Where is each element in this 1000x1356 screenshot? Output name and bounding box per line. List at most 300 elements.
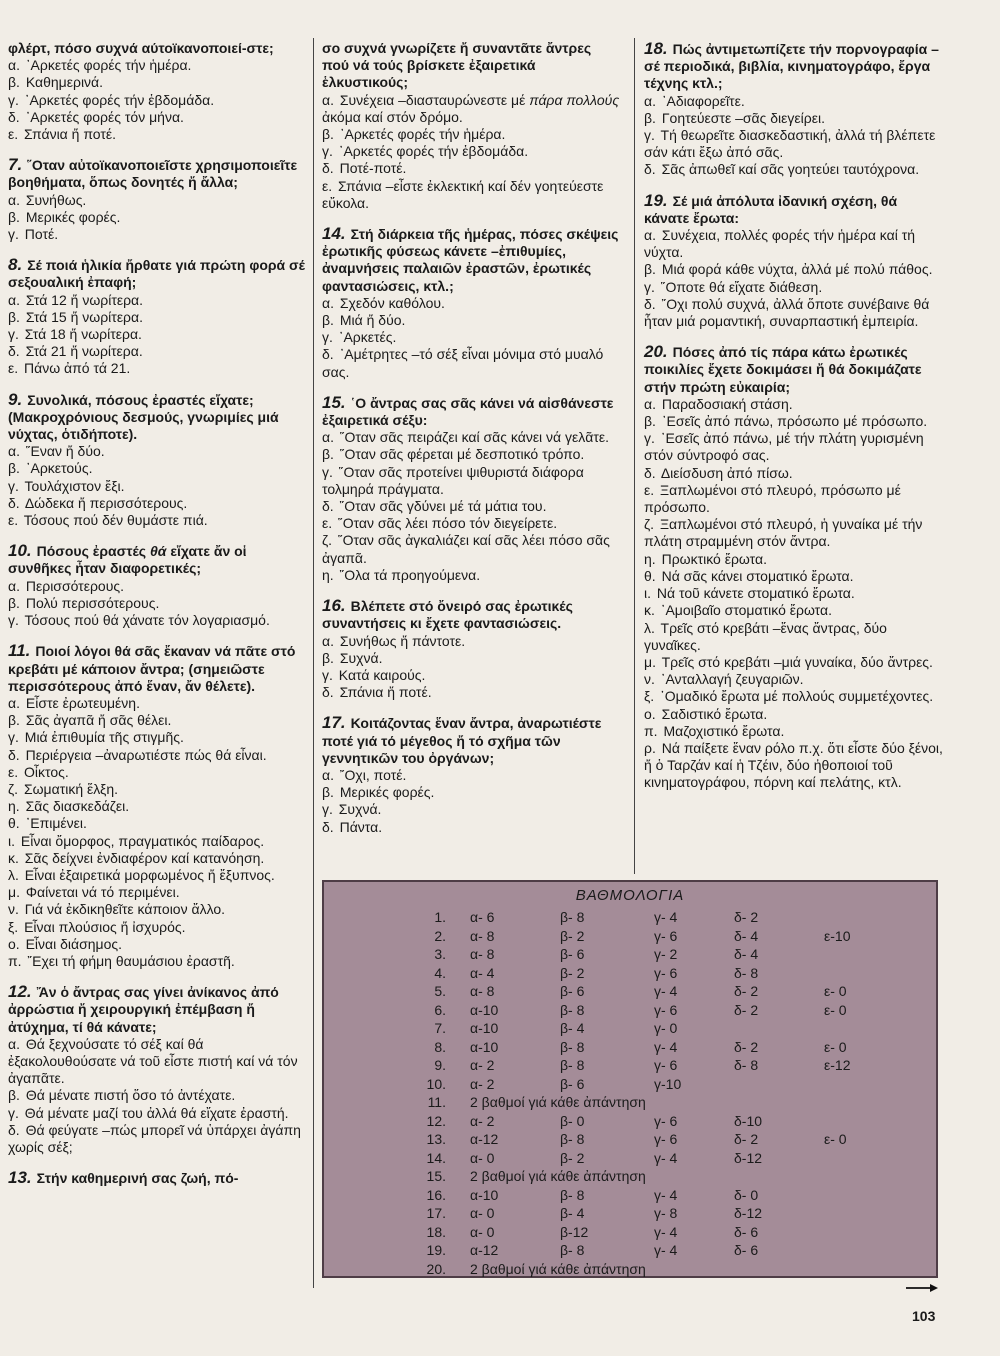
option-label: δ. xyxy=(322,818,334,835)
option-text: ῎Εχει τή φήμη θαυμάσιου ἐραστῆ. xyxy=(27,952,235,969)
answer-option xyxy=(8,360,306,377)
option-text: ῞Οταν σᾶς λέει πόσο τόν διεγείρετε. xyxy=(338,515,558,532)
option-text: ᾿Αρκετές φορές τόν μήνα. xyxy=(25,108,184,125)
scoring-cell: γ- 4 xyxy=(654,909,678,925)
option-text: ᾿Ανταλλαγή ζευγαριῶν. xyxy=(660,671,804,688)
option-text: Τρεῖς στό κρεβάτι –μιά γυναίκα, δύο ἄντρες. xyxy=(661,653,933,670)
option-text: Κατά καιρούς. xyxy=(338,666,426,683)
option-text: ῞Οταν σᾶς φέρεται μέ δεσποτικό τρόπο. xyxy=(339,446,585,463)
option-text: ᾿Αρκετές φορές τήν ἑβδομάδα. xyxy=(338,143,529,160)
question-block xyxy=(322,225,620,381)
scoring-cell: α- 6 xyxy=(470,909,495,925)
question-text xyxy=(8,391,306,444)
answer-option xyxy=(322,160,620,177)
option-text: Σπάνια –εἶστε ἐκλεκτική καί δέν γοητεύεστε εὔκολα. xyxy=(322,177,604,211)
answer-option xyxy=(644,430,944,464)
option-label: π. xyxy=(644,722,658,739)
question-block xyxy=(8,983,306,1156)
scoring-cell: α- 8 xyxy=(470,927,495,944)
option-label: ζ. xyxy=(322,532,333,549)
option-text: Σᾶς ἀγαπᾶ ἤ σᾶς θέλει. xyxy=(25,712,172,729)
option-label: β. xyxy=(322,312,334,329)
answer-option xyxy=(8,209,306,226)
option-text: ᾿Εσεῖς ἀπό πάνω, μέ τήν πλάτη γυρισμένη στόν σύντροφό σας. xyxy=(644,430,924,464)
question-body: Βλέπετε στό ὄνειρό σας ἐρωτικές συναντήσεις κι ἔχετε φαντασιώσεις. xyxy=(322,598,573,632)
option-label: β. xyxy=(322,126,334,143)
option-text: Μαζοχιστικό ἔρωτα. xyxy=(663,722,785,739)
scoring-question-number: 12. xyxy=(426,1112,446,1129)
question-number: 15. xyxy=(322,392,346,412)
option-text: Οἶκτος. xyxy=(24,763,69,780)
answer-option xyxy=(644,620,944,654)
option-text: Σχεδόν καθόλου. xyxy=(339,294,445,311)
scoring-question-number: 1. xyxy=(434,909,446,925)
scoring-cell: β- 2 xyxy=(560,964,585,981)
option-label: ζ. xyxy=(644,516,655,533)
answer-option xyxy=(322,178,620,212)
scoring-cell: ε- 0 xyxy=(824,983,847,999)
question-number: 13. xyxy=(8,1168,32,1188)
scoring-row xyxy=(324,1020,936,1038)
option-label: γ. xyxy=(322,463,333,480)
question-number: 20. xyxy=(644,342,668,362)
option-label: β. xyxy=(644,413,656,430)
option-label: γ. xyxy=(8,477,19,494)
option-label: α. xyxy=(644,395,656,412)
option-label: β. xyxy=(8,208,20,225)
option-label: α. xyxy=(322,429,334,446)
answer-option xyxy=(8,612,306,629)
scoring-cell: β- 8 xyxy=(560,1057,585,1073)
scoring-row xyxy=(324,983,936,1001)
answer-option xyxy=(644,551,944,568)
scoring-note: 2 βαθμοί γιά κάθε ἀπάντηση xyxy=(470,1260,646,1277)
scoring-cell: γ- 6 xyxy=(654,1001,678,1018)
question-text xyxy=(8,642,306,695)
scoring-row xyxy=(324,1113,936,1131)
question-block xyxy=(644,343,944,791)
option-label: ξ. xyxy=(8,918,19,935)
arrow-right-icon xyxy=(906,1283,938,1293)
question-body: Πόσους ἐραστές xyxy=(36,543,147,560)
question-body: σο συχνά γνωρίζετε ἤ συναντᾶτε ἄντρες πού νά τούς βρίσκετε ἐξαιρετικά ἑλκυστικούς; xyxy=(322,40,592,91)
scoring-cell: β- 0 xyxy=(560,1112,585,1129)
option-label: α. xyxy=(322,91,334,108)
option-label: γ. xyxy=(322,143,333,160)
option-label: ε. xyxy=(644,481,655,498)
scoring-question-number: 8. xyxy=(434,1038,446,1055)
answer-option xyxy=(644,396,944,413)
option-label: α. xyxy=(8,291,20,308)
answer-option xyxy=(8,226,306,243)
question-block xyxy=(8,1169,306,1187)
option-label: γ. xyxy=(8,1104,19,1121)
scoring-cell: δ- 8 xyxy=(734,964,759,981)
scoring-row xyxy=(324,1002,936,1020)
option-text: ᾿Αρκετές φορές τήν ἡμέρα. xyxy=(25,57,192,74)
option-label: ε. xyxy=(8,512,19,529)
scoring-cell: γ-10 xyxy=(654,1075,682,1092)
scoring-question-number: 18. xyxy=(426,1223,446,1240)
question-text xyxy=(8,1169,306,1187)
scoring-cell: γ- 2 xyxy=(654,946,678,962)
option-label: ε. xyxy=(8,360,19,377)
option-text: Εἶναι πλούσιος ἤ ἰσχυρός. xyxy=(24,918,186,935)
question-number: 7. xyxy=(8,155,23,175)
option-label: γ. xyxy=(322,801,333,818)
answer-option xyxy=(8,695,306,712)
question-block xyxy=(8,156,306,243)
option-label: π. xyxy=(8,952,22,969)
answer-option xyxy=(644,688,944,705)
option-text: Περισσότερους. xyxy=(25,577,124,594)
answer-option xyxy=(8,712,306,729)
option-label: δ. xyxy=(8,746,20,763)
answer-option xyxy=(322,567,620,584)
option-text: ῞Ολα τά προηγούμενα. xyxy=(339,566,481,583)
option-text: ᾿Εσεῖς ἀπό πάνω, πρόσωπο μέ πρόσωπο. xyxy=(661,413,928,430)
option-text: ῞Οταν σᾶς ἀγκαλιάζει καί σᾶς λέει πόσο σᾶς ἀγαπᾶ. xyxy=(322,532,610,566)
option-text: Τόσους πού θά χάνατε τόν λογαριασμό. xyxy=(24,612,270,629)
option-text: Συχνά. xyxy=(339,649,383,666)
question-text xyxy=(322,40,620,92)
question-number: 14. xyxy=(322,224,346,244)
option-label: δ. xyxy=(322,160,334,177)
column-divider-2 xyxy=(634,38,635,874)
option-text: Πρωκτικό ἔρωτα. xyxy=(661,550,767,567)
answer-option xyxy=(322,143,620,160)
option-text: Νά παίξετε ἕναν ρόλο π.χ. ὅτι εἶστε δύο ξένοι, ἤ ὁ Ταρζάν καί ἡ Τζέιν, δύο ἠθοποιοί τοῦ κινηματογράφου, πόρνη καί πελάτης, κτλ. xyxy=(644,739,943,791)
option-text: Εἶναι διάσημος. xyxy=(25,935,123,952)
answer-option xyxy=(322,126,620,143)
scoring-cell: β- 8 xyxy=(560,1186,585,1203)
answer-option xyxy=(8,867,306,884)
question-body: Στή διάρκεια τῆς ἡμέρας, πόσες σκέψεις ἐρωτικῆς φύσεως κάνετε –ἐπιθυμίες, ἀναμνήσεις παλαιῶν ἐραστῶν, ἐρωτικές φαντασιώσεις, κτλ.; xyxy=(322,226,619,294)
option-label: γ. xyxy=(8,612,19,629)
option-label: β. xyxy=(322,446,334,463)
scoring-cell: γ- 4 xyxy=(654,1149,678,1166)
option-text: Εἶστε ἐρωτευμένη. xyxy=(25,694,140,711)
option-label: ο. xyxy=(644,705,656,722)
option-label: β. xyxy=(8,308,20,325)
option-label: δ. xyxy=(8,108,20,125)
option-label: β. xyxy=(8,594,20,611)
option-label: γ. xyxy=(644,127,655,144)
option-label: β. xyxy=(8,712,20,729)
option-text: Θά μένατε πιστή ὅσο τό ἀντέχατε. xyxy=(25,1087,236,1104)
option-text: Μερικές φορές. xyxy=(339,784,435,801)
scoring-cell: β- 8 xyxy=(560,1131,585,1147)
scoring-question-number: 20. xyxy=(426,1260,446,1277)
scoring-cell: γ- 4 xyxy=(654,1186,678,1203)
answer-option xyxy=(644,161,944,178)
option-text: ᾿Αρκετές φορές τήν ἑβδομάδα. xyxy=(24,91,215,108)
option-label: β. xyxy=(322,784,334,801)
question-number: 17. xyxy=(322,713,346,733)
question-body: Στήν καθημερινή σας ζωή, πό- xyxy=(36,1170,239,1187)
option-text: Σαδιστικό ἔρωτα. xyxy=(661,705,768,722)
question-body-end: εἴχατε ἄν οἱ συνθῆκες ἦταν διαφορετικές; xyxy=(8,543,247,577)
option-label: α. xyxy=(644,227,656,244)
scoring-cell: δ- 2 xyxy=(734,1131,759,1147)
answer-option xyxy=(8,1036,306,1088)
answer-option xyxy=(644,261,944,278)
option-text: Σᾶς ἀπωθεῖ καί σᾶς γοητεύει ταυτόχρονα. xyxy=(661,161,920,178)
scoring-cell: ε- 0 xyxy=(824,1038,847,1055)
scoring-question-number: 11. xyxy=(427,1094,446,1110)
option-text: ῞Εναν ἤ δύο. xyxy=(25,443,105,460)
scoring-cell: α- 2 xyxy=(470,1075,495,1092)
scoring-cell: β- 8 xyxy=(560,1242,585,1258)
scoring-cell: γ- 6 xyxy=(654,1112,678,1129)
option-label: ε. xyxy=(322,177,333,194)
question-text xyxy=(644,40,944,93)
option-label: ι. xyxy=(644,585,651,602)
option-text: ᾿Αρκετές φορές τήν ἡμέρα. xyxy=(339,126,506,143)
answer-option xyxy=(322,346,620,380)
answer-option xyxy=(644,482,944,516)
option-text: ᾿Αδιαφορεῖτε. xyxy=(661,92,745,109)
option-text: Στά 12 ἤ νωρίτερα. xyxy=(25,291,144,308)
question-text xyxy=(8,156,306,191)
answer-option xyxy=(644,93,944,110)
option-text: Δώδεκα ἤ περισσότερους. xyxy=(24,494,188,511)
answer-option xyxy=(322,498,620,515)
option-text: ῞Οταν σᾶς προτείνει ψιθυριστά διάφορα τολμηρά πράγματα. xyxy=(322,463,584,497)
answer-option xyxy=(8,309,306,326)
answer-option xyxy=(322,650,620,667)
question-text xyxy=(322,225,620,295)
scoring-cell: δ- 6 xyxy=(734,1223,759,1240)
scoring-cell: δ- 8 xyxy=(734,1057,759,1073)
question-body: Πώς ἀντιμετωπίζετε τήν πορνογραφία –σέ περιοδικά, βιβλία, κινηματογράφο, ἔργα τέχνης κτλ.; xyxy=(644,41,939,92)
option-text: ῞Οταν σᾶς πειράζει καί σᾶς κάνει νά γελᾶτε. xyxy=(339,429,610,446)
scoring-question-number: 19. xyxy=(426,1242,446,1258)
option-text: Νά τοῦ κάνετε στοματικό ἔρωτα. xyxy=(656,585,855,602)
option-text: ᾿Επιμένει. xyxy=(25,815,87,832)
option-text: Μιά ἤ δύο. xyxy=(339,312,406,329)
answer-option xyxy=(644,227,944,261)
question-block xyxy=(644,192,944,331)
question-block xyxy=(8,391,306,530)
scoring-row xyxy=(324,1224,936,1242)
answer-option xyxy=(644,568,944,585)
scoring-cell: δ- 6 xyxy=(734,1242,759,1258)
answer-option xyxy=(8,901,306,918)
scoring-cell: ε- 0 xyxy=(824,1131,847,1147)
answer-option xyxy=(322,312,620,329)
question-block xyxy=(8,256,306,377)
column-3 xyxy=(644,40,944,805)
option-text: Πολύ περισσότερους. xyxy=(25,594,160,611)
option-text: ᾿Αμοιβαῖο στοματικό ἔρωτα. xyxy=(660,602,832,619)
question-text xyxy=(644,343,944,396)
answer-option xyxy=(322,801,620,818)
option-label: γ. xyxy=(644,430,655,447)
question-block xyxy=(322,394,620,584)
question-body: Σέ μιά ἀπόλυτα ἰδανική σχέση, θά κάνατε ἔρωτα: xyxy=(644,192,898,226)
answer-option xyxy=(322,532,620,566)
scoring-question-number: 16. xyxy=(426,1186,446,1203)
scoring-row xyxy=(324,909,936,927)
option-label: ξ. xyxy=(644,688,655,705)
question-body: Πόσες ἀπό τίς πάρα κάτω ἐρωτικές ποικιλίες ἔχετε δοκιμάσει ἤ θά δοκιμάζατε στήν πρώτη εὐκαιρία; xyxy=(644,344,922,395)
scoring-cell: α- 0 xyxy=(470,1205,495,1221)
answer-option xyxy=(8,815,306,832)
question-text xyxy=(8,983,306,1036)
question-block xyxy=(8,40,306,143)
scoring-cell: δ- 4 xyxy=(734,946,759,962)
option-text: Τή θεωρεῖτε διασκεδαστική, ἀλλά τή βλέπετε σάν κάτι ἔξω ἀπό σᾶς. xyxy=(644,127,936,161)
answer-option xyxy=(8,764,306,781)
answer-option xyxy=(8,747,306,764)
scoring-cell: α-10 xyxy=(470,1001,499,1018)
scoring-cell: α-10 xyxy=(470,1186,499,1203)
option-label: α. xyxy=(8,443,20,460)
option-label: δ. xyxy=(644,464,656,481)
scoring-row xyxy=(324,1150,936,1168)
option-text: Σπάνια ἤ ποτέ. xyxy=(339,684,432,701)
option-label: δ. xyxy=(8,494,20,511)
answer-option xyxy=(8,495,306,512)
scoring-cell: α- 8 xyxy=(470,946,495,962)
answer-option xyxy=(8,74,306,91)
scoring-question-number: 10. xyxy=(426,1075,446,1092)
option-label: γ. xyxy=(322,329,333,346)
question-body: φλέρτ, πόσο συχνά αύτοϊκανοποιεί-στε; xyxy=(8,40,274,56)
option-label: β. xyxy=(8,74,20,91)
option-text: Ποτέ-ποτέ. xyxy=(339,160,407,177)
question-body: Συνολικά, πόσους ἐραστές εἴχατε; (Μακροχρόνιους δεσμούς, γνωριμίες μιά νύχτας, ὁτιδήποτε). xyxy=(8,391,279,443)
option-text: Στά 18 ἤ νωρίτερα. xyxy=(24,326,142,343)
answer-option xyxy=(322,464,620,498)
option-text: Συχνά. xyxy=(338,801,382,818)
question-block xyxy=(322,40,620,212)
option-text: Μερικές φορές. xyxy=(25,208,121,225)
scoring-title: ΒΑΘΜΟΛΟΓΙΑ xyxy=(575,887,685,904)
scoring-cell: α- 0 xyxy=(470,1149,495,1166)
scoring-cell: α-12 xyxy=(470,1242,499,1258)
option-label: β. xyxy=(8,1087,20,1104)
option-text: Σωματική ἕλξη. xyxy=(23,780,118,797)
scoring-cell: γ- 6 xyxy=(654,927,678,944)
option-emphasis: πάρα πολλούς xyxy=(529,91,620,108)
question-emphasis: θά xyxy=(149,543,167,560)
answer-option xyxy=(644,585,944,602)
option-text: ῎Οχι πολύ συχνά, ἀλλά ὅποτε συνέβαινε θά ἦταν μιά ρομαντική, συναρπαστική ἐμπειρία. xyxy=(644,295,930,330)
answer-option xyxy=(644,654,944,671)
scoring-cell: α- 8 xyxy=(470,983,495,999)
question-body: ῾Ο ἄντρας σας σᾶς κάνει νά αἰσθάνεστε ἐξαιρετικά σέξυ: xyxy=(322,394,614,429)
option-label: γ. xyxy=(644,278,655,295)
answer-option xyxy=(8,512,306,529)
option-label: α. xyxy=(8,191,20,208)
option-text: ῞Οταν σᾶς γδύνει μέ τά μάτια του. xyxy=(339,498,547,515)
option-text: Μιά ἐπιθυμία τῆς στιγμῆς. xyxy=(24,729,184,746)
option-text: Στά 15 ἤ νωρίτερα. xyxy=(25,308,144,325)
option-label: α. xyxy=(8,57,20,74)
question-block xyxy=(322,597,620,701)
scoring-box xyxy=(322,880,938,1278)
question-number: 8. xyxy=(8,255,23,275)
option-label: ρ. xyxy=(644,739,656,756)
option-text: Ξαπλωμένοι στό πλευρό, πρόσωπο μέ πρόσωπο. xyxy=(644,481,901,516)
option-label: ν. xyxy=(644,671,655,688)
answer-option xyxy=(322,633,620,650)
option-label: γ. xyxy=(8,91,19,108)
question-text xyxy=(322,394,620,429)
question-body: Κοιτάζοντας ἕναν ἄντρα, ἀναρωτιέστε ποτέ γιά τό μέγεθος ἤ τό σχῆμα τῶν γεννητικῶν του ὀργάνων; xyxy=(322,715,602,766)
question-text xyxy=(8,40,306,57)
option-label: μ. xyxy=(644,653,656,670)
scoring-note: 2 βαθμοί γιά κάθε ἀπάντηση xyxy=(470,1094,646,1110)
scoring-question-number: 2. xyxy=(434,927,446,944)
scoring-row xyxy=(324,1205,936,1223)
option-label: α. xyxy=(644,92,656,109)
scoring-row xyxy=(324,1168,936,1186)
question-text xyxy=(8,542,306,577)
answer-option xyxy=(644,127,944,161)
scoring-row xyxy=(324,1057,936,1075)
question-number: 11. xyxy=(8,641,31,661)
option-label: ε. xyxy=(8,763,19,780)
scoring-cell: β- 6 xyxy=(560,946,585,962)
scoring-cell: γ- 4 xyxy=(654,983,678,999)
answer-option xyxy=(322,784,620,801)
scoring-row xyxy=(324,1076,936,1094)
scoring-cell: β- 2 xyxy=(560,1149,585,1166)
option-text: Ποτέ. xyxy=(24,226,59,243)
scoring-question-number: 7. xyxy=(434,1020,446,1036)
option-text: Τρεῖς στό κρεβάτι –ἕνας ἄντρας, δύο γυναῖκες. xyxy=(644,619,887,653)
option-label: α. xyxy=(322,766,334,783)
scoring-row xyxy=(324,1094,936,1112)
option-label: θ. xyxy=(8,815,20,832)
scoring-cell: γ- 6 xyxy=(654,964,678,981)
option-label: γ. xyxy=(8,326,19,343)
question-text xyxy=(644,192,944,227)
answer-option xyxy=(322,667,620,684)
scoring-cell: δ-12 xyxy=(734,1205,763,1221)
option-text-end: ἀκόμα καί στόν δρόμο. xyxy=(322,108,463,125)
scoring-cell: β- 2 xyxy=(560,927,585,944)
option-label: δ. xyxy=(644,161,656,178)
scoring-cell: γ- 8 xyxy=(654,1205,678,1221)
option-text: Διείσδυση ἀπό πίσω. xyxy=(660,464,793,481)
option-label: ι. xyxy=(8,832,15,849)
option-text: Συνήθως. xyxy=(25,191,87,208)
option-text: Στά 21 ἤ νωρίτερα. xyxy=(25,343,143,360)
answer-option xyxy=(322,819,620,836)
option-text: Εἶναι ἐξαιρετικά μορφωμένος ἤ ἔξυπνος. xyxy=(24,866,275,883)
answer-option xyxy=(322,429,620,446)
answer-option xyxy=(8,798,306,815)
answer-option xyxy=(8,729,306,746)
scoring-cell: β- 8 xyxy=(560,1038,585,1055)
option-label: η. xyxy=(322,566,334,583)
question-body: Ἄν ὁ ἄντρας σας γίνει ἀνίκανος ἀπό ἀρρώστια ἤ χειρουργική ἐπέμβαση ἤ ἀτύχημα, τί θά κάνατε; xyxy=(8,984,279,1035)
page-number: 103 xyxy=(912,1308,936,1324)
question-block xyxy=(8,642,306,970)
scoring-question-number: 5. xyxy=(434,983,446,999)
option-text: Σπάνια ἤ ποτέ. xyxy=(24,126,117,143)
option-text: Συνήθως ἤ πάντοτε. xyxy=(339,632,466,649)
option-label: ν. xyxy=(8,901,19,918)
scoring-cell: ε-12 xyxy=(824,1057,851,1073)
answer-option xyxy=(8,109,306,126)
column-divider-1 xyxy=(313,38,314,1288)
option-text: Θά φεύγατε –πώς μπορεῖ νά ὑπάρχει ἀγάπη χωρίς σέξ; xyxy=(8,1121,301,1155)
